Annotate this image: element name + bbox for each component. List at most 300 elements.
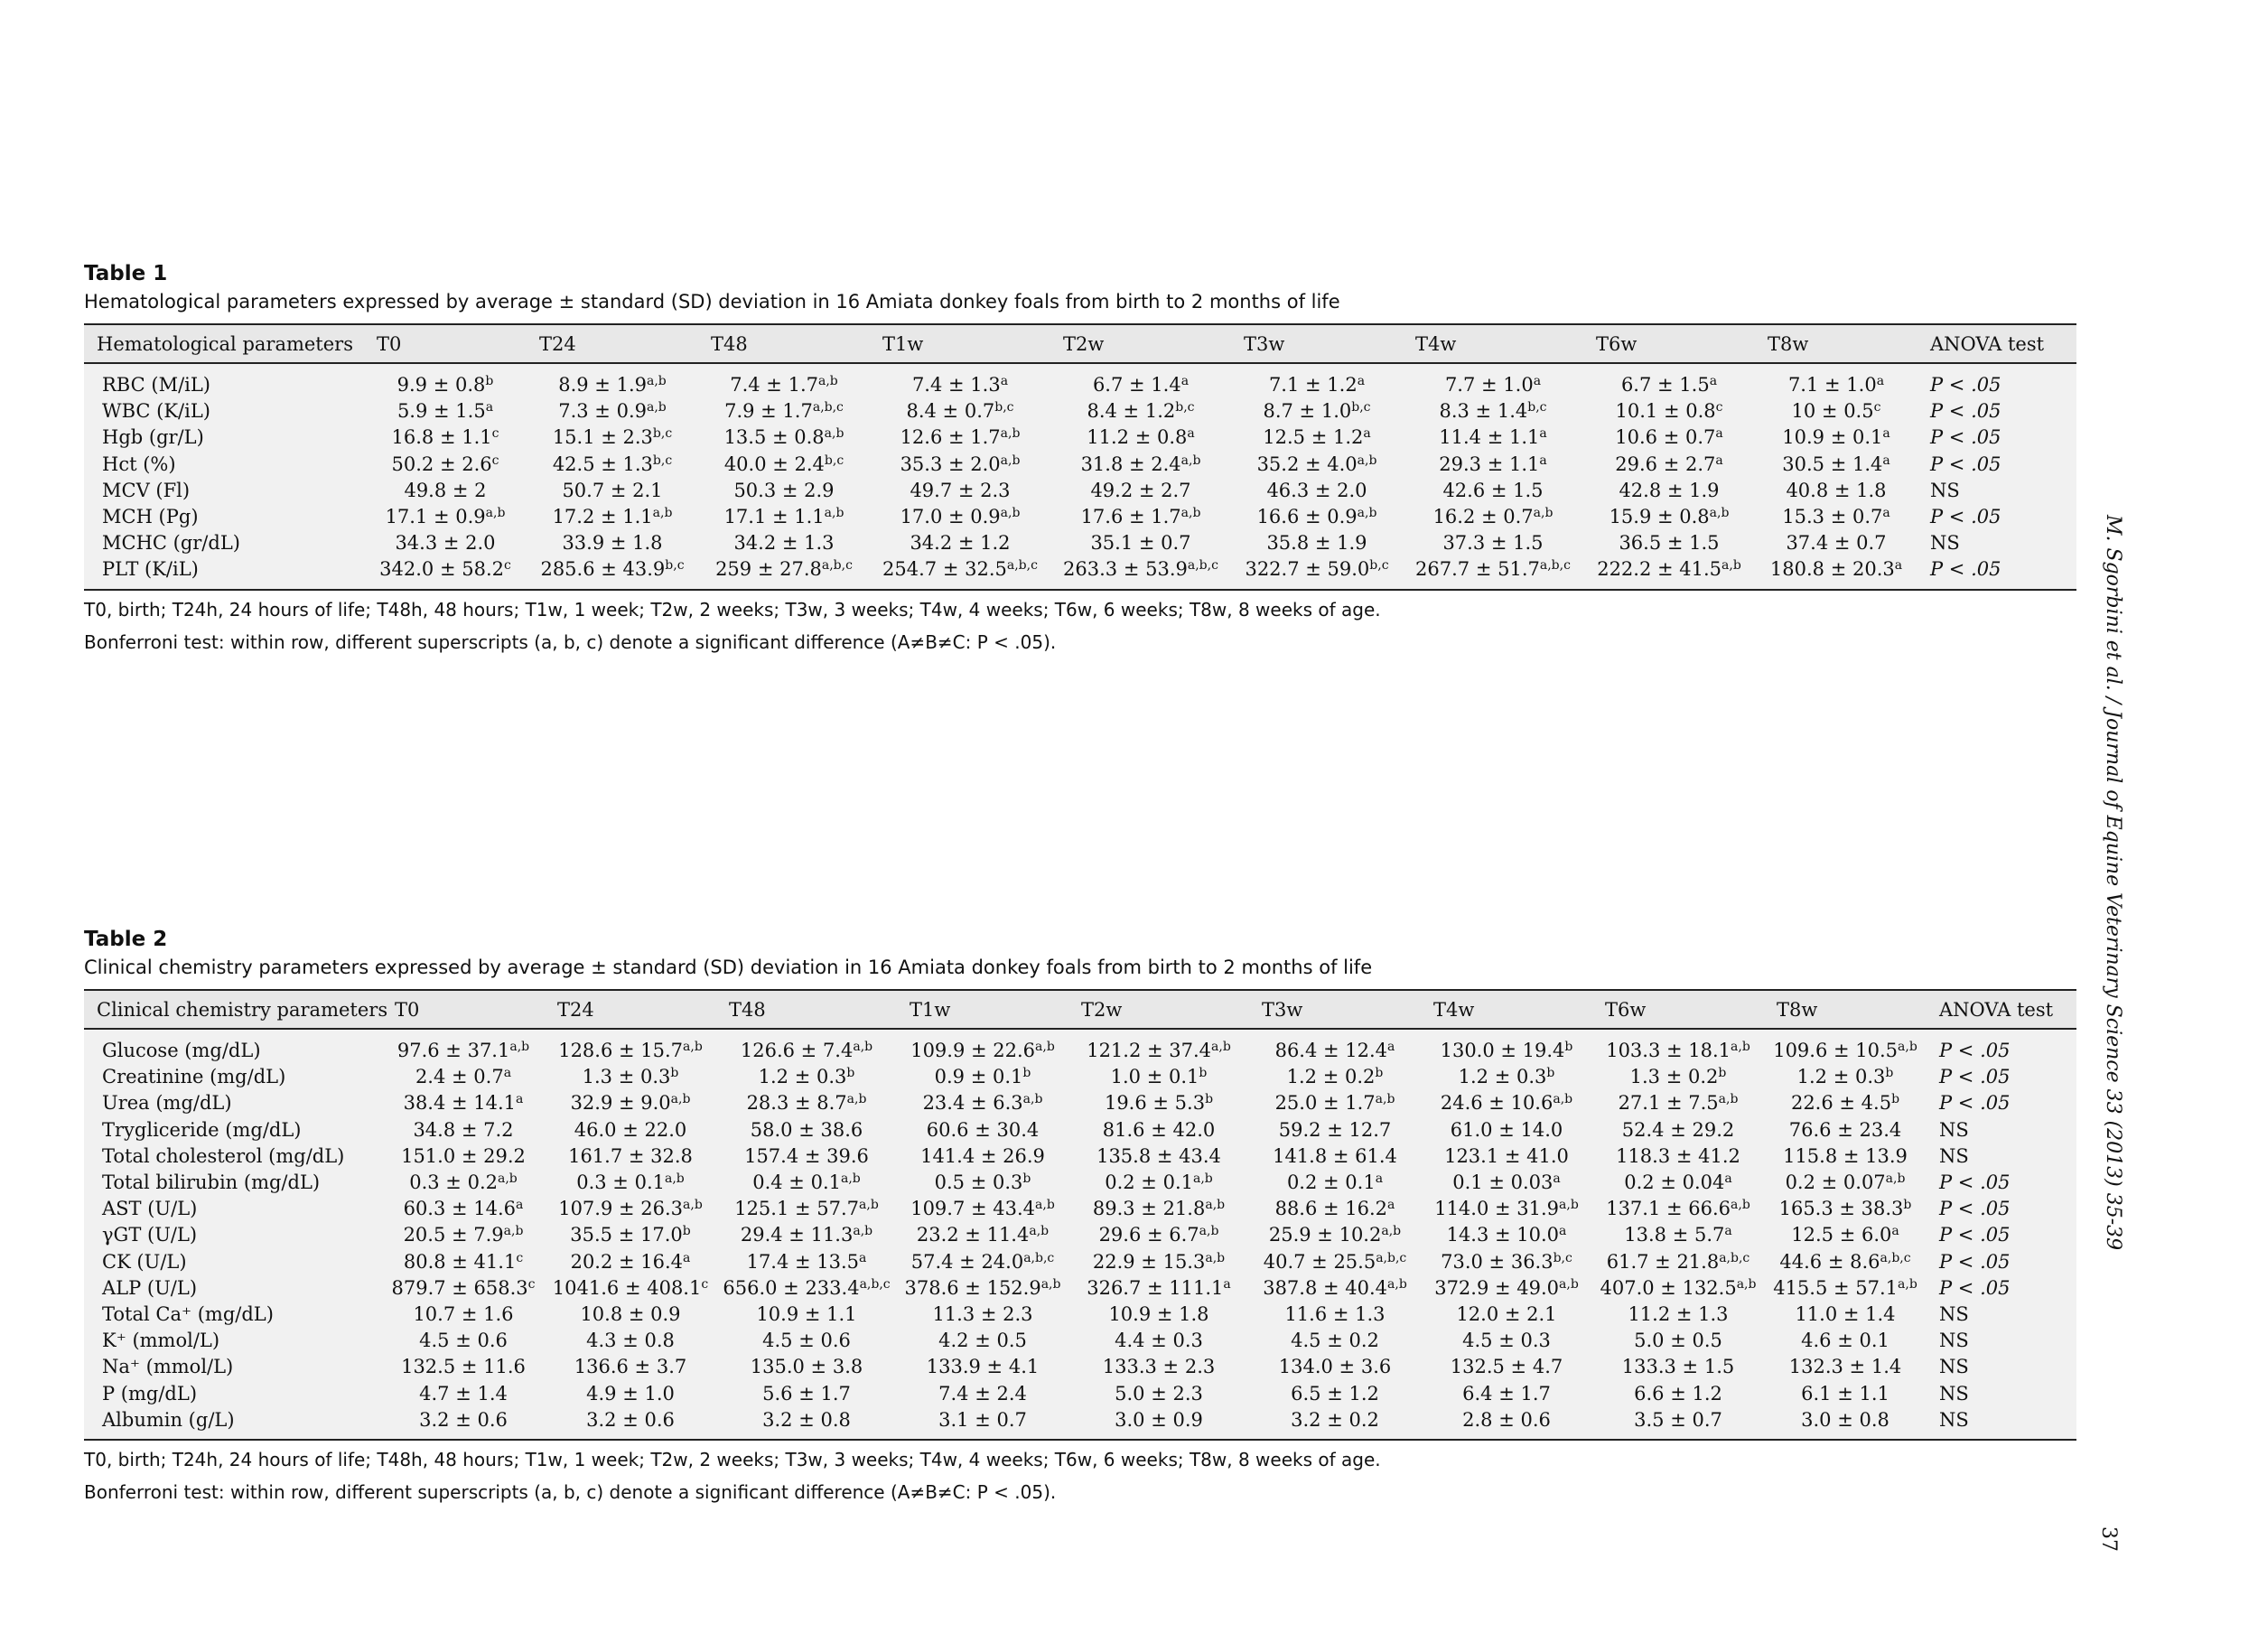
cell-value: 8.4 ± 0.7 xyxy=(906,400,995,423)
table-cell xyxy=(382,1407,545,1440)
anova-result: P < .05 xyxy=(1939,1066,2011,1088)
table-cell xyxy=(545,1354,716,1380)
table-cell xyxy=(897,1117,1068,1143)
table-footnote-abbreviations: T0, birth; T24h, 24 hours of life; T48h, 48 hours; T1w, 1 week; T2w, 2 weeks; T3w, 3 weeks; T4w, 4 weeks; T6w, 6 weeks; T8w, 8 weeks of age. xyxy=(84,598,1381,621)
table-cell xyxy=(1583,556,1755,589)
cell-value: 3.1 ± 0.7 xyxy=(938,1408,1027,1431)
cell-value: 15.3 ± 0.7 xyxy=(1782,506,1883,528)
significance-superscript: a,b xyxy=(824,426,844,442)
cell-value: 16.2 ± 0.7 xyxy=(1432,506,1534,528)
significance-superscript: a,b xyxy=(1199,1224,1219,1239)
table-cell xyxy=(1249,1029,1421,1064)
table-row xyxy=(84,363,2076,398)
table-cell xyxy=(1421,1196,1592,1222)
table-cell xyxy=(382,1275,545,1302)
significance-superscript: b xyxy=(1205,1092,1214,1107)
table-cell xyxy=(382,1090,545,1116)
table-cell xyxy=(897,1222,1068,1248)
cell-value: 6.6 ± 1.2 xyxy=(1634,1382,1722,1405)
significance-superscript: a,b xyxy=(817,374,838,389)
table-row xyxy=(84,1275,2076,1302)
table-cell xyxy=(897,1354,1068,1380)
table-cell xyxy=(1592,1328,1764,1354)
cell-value: 27.1 ± 7.5 xyxy=(1618,1092,1719,1115)
cell-value: 50.3 ± 2.9 xyxy=(733,479,835,501)
table-cell xyxy=(382,1380,545,1406)
table-cell xyxy=(382,1196,545,1222)
cell-value: 31.8 ± 2.4 xyxy=(1080,453,1181,475)
table-cell xyxy=(1249,1407,1421,1440)
significance-superscript: b,c xyxy=(1175,400,1195,415)
table-cell xyxy=(1592,1354,1764,1380)
table-cell xyxy=(545,1143,716,1170)
significance-superscript: b,c xyxy=(652,426,673,442)
table-cell xyxy=(698,556,870,589)
table-cell xyxy=(1592,1170,1764,1196)
cell-value: 49.2 ± 2.7 xyxy=(1090,479,1191,501)
significance-superscript: a,b xyxy=(1357,506,1377,521)
anova-result: NS xyxy=(1939,1382,1969,1405)
significance-superscript: a,b,c xyxy=(812,400,844,415)
cell-value: 19.6 ± 5.3 xyxy=(1104,1092,1206,1115)
significance-superscript: c xyxy=(701,1276,709,1292)
table-row xyxy=(84,1029,2076,1064)
significance-superscript: a xyxy=(485,400,494,415)
significance-superscript: b,c xyxy=(665,558,685,574)
cell-value: 7.3 ± 0.9 xyxy=(558,400,647,423)
table-footnote-bonferroni: Bonferroni test: within row, different superscripts (a, b, c) denote a significant difference (A≠B≠C: P < .05). xyxy=(84,1480,1057,1503)
significance-superscript: a xyxy=(1387,1040,1395,1055)
table-cell xyxy=(716,1354,897,1380)
cell-value: 42.6 ± 1.5 xyxy=(1442,479,1544,501)
significance-superscript: a,b xyxy=(1180,506,1201,521)
header-row xyxy=(84,990,2076,1029)
cell-value: 165.3 ± 38.3 xyxy=(1778,1198,1904,1220)
table-cell xyxy=(1068,1354,1249,1380)
parameter-name: Hct (%) xyxy=(102,453,176,475)
table-cell xyxy=(1583,425,1755,451)
cell-value: 0.4 ± 0.1 xyxy=(752,1171,841,1194)
significance-superscript: a,b xyxy=(497,1171,518,1187)
table-cell xyxy=(1249,1328,1421,1354)
journal-reference: M. Sgorbini et al. / Journal of Equine Veterinary Science 33 (2013) 35-39 xyxy=(2102,515,2124,1251)
significance-superscript: a,b xyxy=(1736,1276,1757,1292)
table-cell xyxy=(1764,1029,1927,1064)
significance-superscript: a,b xyxy=(1192,1171,1213,1187)
significance-superscript: b,c xyxy=(1553,1250,1572,1265)
table-caption: Hematological parameters expressed by average ± standard (SD) deviation in 16 Amiata donkey foals from birth to 2 months of life xyxy=(84,291,1340,313)
cell-value: 8.3 ± 1.4 xyxy=(1439,400,1528,423)
significance-superscript: a xyxy=(1715,453,1723,468)
significance-superscript: a,b xyxy=(1533,506,1554,521)
cell-value: 109.6 ± 10.5 xyxy=(1773,1040,1899,1062)
column-header: T6w xyxy=(1583,324,1755,363)
cell-value: 59.2 ± 12.7 xyxy=(1278,1118,1392,1141)
significance-superscript: a,b xyxy=(670,1092,691,1107)
parameter-name: RBC (M/iL) xyxy=(102,374,211,397)
table-cell xyxy=(716,1090,897,1116)
table-cell xyxy=(897,1275,1068,1302)
significance-superscript: a,b,c xyxy=(1539,558,1571,574)
cell-value: 10.1 ± 0.8 xyxy=(1615,400,1716,423)
significance-superscript: a,b xyxy=(1553,1092,1573,1107)
cell-value: 326.7 ± 111.1 xyxy=(1087,1276,1224,1299)
table-cell xyxy=(382,1117,545,1143)
cell-value: 4.5 ± 0.3 xyxy=(1462,1330,1551,1352)
cell-value: 4.7 ± 1.4 xyxy=(419,1382,508,1405)
table-cell xyxy=(527,363,698,398)
table-cell xyxy=(716,1064,897,1090)
table-cell xyxy=(545,1117,716,1143)
table-row xyxy=(84,1090,2076,1116)
table-cell xyxy=(545,1196,716,1222)
cell-value: 8.7 ± 1.0 xyxy=(1263,400,1352,423)
table-cell xyxy=(870,478,1050,504)
anova-result: NS xyxy=(1939,1118,1969,1141)
table-cell xyxy=(1231,478,1403,504)
table-cell xyxy=(1592,1407,1764,1440)
significance-superscript: a xyxy=(1387,1198,1395,1213)
cell-value: 109.7 ± 43.4 xyxy=(910,1198,1036,1220)
significance-superscript: a xyxy=(1363,426,1371,442)
significance-superscript: a,b,c xyxy=(1880,1250,1911,1265)
cell-value: 121.2 ± 37.4 xyxy=(1087,1040,1212,1062)
cell-value: 23.2 ± 11.4 xyxy=(916,1224,1030,1246)
cell-value: 656.0 ± 233.4 xyxy=(723,1276,860,1299)
anova-result: P < .05 xyxy=(1930,453,2001,475)
significance-superscript: a,b xyxy=(664,1171,685,1187)
significance-superscript: c xyxy=(503,558,511,574)
anova-result: NS xyxy=(1927,1407,2076,1440)
table-cell xyxy=(1231,452,1403,478)
significance-superscript: b,c xyxy=(652,453,673,468)
anova-result: P < .05 xyxy=(1930,374,2001,397)
table-cell xyxy=(1764,1170,1927,1196)
cell-value: 25.9 ± 10.2 xyxy=(1268,1224,1382,1246)
table-cell xyxy=(545,1249,716,1275)
parameter-name: Glucose (mg/dL) xyxy=(102,1040,261,1062)
table-cell xyxy=(364,504,527,530)
cell-value: 132.5 ± 11.6 xyxy=(401,1356,526,1378)
table-cell xyxy=(1583,452,1755,478)
table-cell xyxy=(1068,1249,1249,1275)
table-cell xyxy=(1421,1328,1592,1354)
parameter-name: AST (U/L) xyxy=(102,1198,198,1220)
column-header: T6w xyxy=(1592,990,1764,1029)
cell-value: 42.5 ± 1.3 xyxy=(552,453,653,475)
table-cell xyxy=(545,1302,716,1328)
column-header: T2w xyxy=(1050,324,1231,363)
cell-value: 107.9 ± 26.3 xyxy=(558,1198,684,1220)
table-cell xyxy=(545,1275,716,1302)
table-cell xyxy=(1050,425,1231,451)
anova-result: P < .05 xyxy=(1930,506,2001,528)
cell-value: 61.0 ± 14.0 xyxy=(1450,1118,1563,1141)
significance-superscript: a xyxy=(859,1250,867,1265)
column-header: T1w xyxy=(897,990,1068,1029)
table-cell xyxy=(1421,1407,1592,1440)
cell-value: 134.0 ± 3.6 xyxy=(1278,1356,1392,1378)
cell-value: 128.6 ± 15.7 xyxy=(558,1040,684,1062)
table-cell xyxy=(897,1029,1068,1064)
column-header: T4w xyxy=(1421,990,1592,1029)
significance-superscript: a xyxy=(1891,1224,1899,1239)
cell-value: 141.4 ± 26.9 xyxy=(920,1144,1045,1167)
significance-superscript: a,b xyxy=(1211,1040,1231,1055)
significance-superscript: a,b xyxy=(1898,1040,1917,1055)
anova-result: NS xyxy=(1930,479,1960,501)
cell-value: 118.3 ± 41.2 xyxy=(1616,1144,1740,1167)
significance-superscript: a xyxy=(1876,374,1885,389)
cell-value: 11.2 ± 0.8 xyxy=(1087,426,1188,449)
significance-superscript: a xyxy=(1724,1224,1732,1239)
table-cell xyxy=(716,1196,897,1222)
table-cell xyxy=(1403,452,1583,478)
cell-value: 133.3 ± 1.5 xyxy=(1621,1356,1735,1378)
significance-superscript: a,b,c xyxy=(1023,1250,1055,1265)
table-cell xyxy=(870,504,1050,530)
table-cell xyxy=(1755,504,1917,530)
cell-value: 15.1 ± 2.3 xyxy=(552,426,653,449)
cell-value: 10.9 ± 1.1 xyxy=(756,1302,857,1325)
significance-superscript: a xyxy=(1539,453,1547,468)
table-cell xyxy=(897,1196,1068,1222)
column-header: ANOVA test xyxy=(1927,990,2076,1029)
table-row xyxy=(84,504,2076,530)
cell-value: 34.3 ± 2.0 xyxy=(395,532,496,555)
significance-superscript: a,b xyxy=(1180,453,1201,468)
significance-superscript: a,b xyxy=(1375,1092,1395,1107)
table-row xyxy=(84,1380,2076,1406)
significance-superscript: a,b xyxy=(1898,1276,1917,1292)
cell-value: 254.7 ± 32.5 xyxy=(882,558,1007,581)
table-row xyxy=(84,1328,2076,1354)
table-cell xyxy=(1421,1222,1592,1248)
significance-superscript: a xyxy=(516,1198,524,1213)
table-cell xyxy=(1421,1090,1592,1116)
table-cell xyxy=(1068,1302,1249,1328)
cell-value: 73.0 ± 36.3 xyxy=(1441,1250,1554,1273)
cell-value: 36.5 ± 1.5 xyxy=(1619,532,1720,555)
cell-value: 132.5 ± 4.7 xyxy=(1450,1356,1563,1378)
cell-value: 342.0 ± 58.2 xyxy=(379,558,504,581)
table-cell xyxy=(1592,1090,1764,1116)
significance-superscript: a,b xyxy=(1731,1198,1750,1213)
cell-value: 29.3 ± 1.1 xyxy=(1439,453,1540,475)
table-cell xyxy=(1068,1170,1249,1196)
parameter-name: MCHC (gr/dL) xyxy=(102,532,240,555)
table-cell xyxy=(1764,1275,1927,1302)
table-cell xyxy=(716,1029,897,1064)
cell-value: 123.1 ± 41.0 xyxy=(1444,1144,1569,1167)
table-cell xyxy=(897,1328,1068,1354)
table-cell xyxy=(1068,1328,1249,1354)
cell-value: 126.6 ± 7.4 xyxy=(740,1040,854,1062)
cell-value: 17.4 ± 13.5 xyxy=(746,1250,860,1273)
cell-value: 11.4 ± 1.1 xyxy=(1439,426,1540,449)
cell-value: 6.7 ± 1.5 xyxy=(1620,374,1710,397)
table-cell xyxy=(1068,1117,1249,1143)
table-cell xyxy=(1050,530,1231,556)
table-cell xyxy=(1592,1302,1764,1328)
cell-value: 23.4 ± 6.3 xyxy=(922,1092,1023,1115)
cell-value: 17.1 ± 1.1 xyxy=(723,506,825,528)
cell-value: 17.6 ± 1.7 xyxy=(1080,506,1181,528)
table-cell xyxy=(1231,398,1403,425)
significance-superscript: a xyxy=(1882,426,1890,442)
table-cell xyxy=(716,1170,897,1196)
cell-value: 0.2 ± 0.07 xyxy=(1785,1171,1886,1194)
anova-result: P < .05 xyxy=(1930,400,2001,423)
table-cell xyxy=(1583,478,1755,504)
cell-value: 12.5 ± 1.2 xyxy=(1263,426,1364,449)
table-cell xyxy=(1249,1249,1421,1275)
cell-value: 6.7 ± 1.4 xyxy=(1092,374,1181,397)
table-1 xyxy=(84,260,2076,656)
cell-value: 34.8 ± 7.2 xyxy=(413,1118,514,1141)
significance-superscript: b xyxy=(1022,1171,1031,1187)
table-cell xyxy=(527,452,698,478)
significance-superscript: b xyxy=(1891,1092,1900,1107)
cell-value: 7.4 ± 1.3 xyxy=(911,374,1001,397)
cell-value: 3.0 ± 0.9 xyxy=(1115,1408,1203,1431)
table-row xyxy=(84,478,2076,504)
parameter-name: Trygliceride (mg/dL) xyxy=(102,1118,302,1141)
cell-value: 16.6 ± 0.9 xyxy=(1256,506,1358,528)
cell-value: 130.0 ± 19.4 xyxy=(1440,1040,1565,1062)
cell-value: 12.5 ± 6.0 xyxy=(1791,1224,1892,1246)
table-cell xyxy=(1764,1407,1927,1440)
significance-superscript: b,c xyxy=(994,400,1014,415)
cell-value: 1.2 ± 0.3 xyxy=(1458,1066,1547,1088)
table-cell xyxy=(1592,1029,1764,1064)
table-cell xyxy=(1764,1196,1927,1222)
table-cell xyxy=(698,398,870,425)
table-cell xyxy=(1249,1170,1421,1196)
cell-value: 407.0 ± 132.5 xyxy=(1600,1276,1737,1299)
table-cell xyxy=(698,452,870,478)
cell-value: 151.0 ± 29.2 xyxy=(401,1144,526,1167)
table-cell xyxy=(364,425,527,451)
cell-value: 10.7 ± 1.6 xyxy=(413,1302,514,1325)
table-row xyxy=(84,1064,2076,1090)
cell-value: 157.4 ± 39.6 xyxy=(744,1144,869,1167)
table-cell xyxy=(1050,504,1231,530)
significance-superscript: a,b xyxy=(683,1040,703,1055)
significance-superscript: a xyxy=(1882,506,1890,521)
significance-superscript: b xyxy=(1903,1198,1912,1213)
cell-value: 222.2 ± 41.5 xyxy=(1597,558,1722,581)
parameter-name: WBC (K/iL) xyxy=(102,400,210,423)
significance-superscript: a,b xyxy=(1559,1198,1579,1213)
significance-superscript: a,b xyxy=(1035,1198,1055,1213)
cell-value: 29.6 ± 2.7 xyxy=(1615,453,1716,475)
table-cell xyxy=(897,1064,1068,1090)
significance-superscript: b xyxy=(1564,1040,1573,1055)
table-cell xyxy=(545,1380,716,1406)
page-number: 37 xyxy=(2097,1526,2120,1552)
significance-superscript: a xyxy=(516,1092,524,1107)
table-cell xyxy=(1583,363,1755,398)
table-cell xyxy=(382,1222,545,1248)
significance-superscript: c xyxy=(516,1250,524,1265)
anova-result: NS xyxy=(1939,1144,1969,1167)
table-cell xyxy=(1764,1380,1927,1406)
table-cell xyxy=(545,1328,716,1354)
cell-value: 11.0 ± 1.4 xyxy=(1795,1302,1896,1325)
significance-superscript: a,b xyxy=(652,506,673,521)
significance-superscript: b xyxy=(1718,1066,1727,1081)
table-cell xyxy=(1249,1275,1421,1302)
table-cell xyxy=(1764,1249,1927,1275)
table-cell xyxy=(870,556,1050,589)
cell-value: 86.4 ± 12.4 xyxy=(1274,1040,1388,1062)
table-cell xyxy=(1249,1302,1421,1328)
cell-value: 132.3 ± 1.4 xyxy=(1788,1356,1902,1378)
significance-superscript: a,b,c xyxy=(1719,1250,1750,1265)
table-cell xyxy=(1764,1143,1927,1170)
table-cell xyxy=(1403,425,1583,451)
table-cell xyxy=(364,398,527,425)
table-cell xyxy=(1755,398,1917,425)
cell-value: 34.2 ± 1.2 xyxy=(910,532,1011,555)
header-row xyxy=(84,324,2076,363)
cell-value: 136.6 ± 3.7 xyxy=(574,1356,687,1378)
table-cell xyxy=(1755,530,1917,556)
cell-value: 6.5 ± 1.2 xyxy=(1291,1382,1379,1405)
anova-result: NS xyxy=(1939,1356,1969,1378)
table-cell xyxy=(1249,1117,1421,1143)
table-cell xyxy=(1592,1275,1764,1302)
significance-superscript: c xyxy=(1715,400,1723,415)
cell-value: 1.2 ± 0.3 xyxy=(758,1066,847,1088)
table-cell xyxy=(1764,1117,1927,1143)
table-cell xyxy=(870,530,1050,556)
significance-superscript: a xyxy=(1180,374,1190,389)
cell-value: 3.2 ± 0.8 xyxy=(762,1408,851,1431)
parameter-name: Total Ca⁺ (mg/dL) xyxy=(102,1302,274,1325)
significance-superscript: a,b xyxy=(859,1198,879,1213)
table-cell xyxy=(382,1328,545,1354)
table-cell xyxy=(897,1302,1068,1328)
table-cell xyxy=(1050,363,1231,398)
significance-superscript: a xyxy=(1357,374,1366,389)
cell-value: 7.4 ± 1.7 xyxy=(730,374,818,397)
cell-value: 37.4 ± 0.7 xyxy=(1786,532,1887,555)
significance-superscript: a,b xyxy=(509,1040,530,1055)
significance-superscript: a xyxy=(1553,1171,1561,1187)
significance-superscript: b xyxy=(1375,1066,1384,1081)
cell-value: 322.7 ± 59.0 xyxy=(1245,558,1370,581)
table-cell xyxy=(1231,363,1403,398)
anova-result: P < .05 xyxy=(1930,426,2001,449)
significance-superscript: a,b xyxy=(1721,558,1741,574)
significance-superscript: a,b xyxy=(1709,506,1730,521)
table-cell xyxy=(527,504,698,530)
anova-result: P < .05 xyxy=(1939,1224,2011,1246)
cell-value: 114.0 ± 31.9 xyxy=(1434,1198,1560,1220)
cell-value: 3.2 ± 0.6 xyxy=(586,1408,675,1431)
table-row xyxy=(84,1170,2076,1196)
significance-superscript: a,b xyxy=(1205,1250,1226,1265)
cell-value: 11.2 ± 1.3 xyxy=(1628,1302,1729,1325)
cell-value: 17.0 ± 0.9 xyxy=(900,506,1001,528)
anova-result: P < .05 xyxy=(1939,1040,2011,1062)
table-cell xyxy=(1583,530,1755,556)
significance-superscript: a,b xyxy=(1731,1040,1750,1055)
column-header: T4w xyxy=(1403,324,1583,363)
significance-superscript: b,c xyxy=(824,453,844,468)
